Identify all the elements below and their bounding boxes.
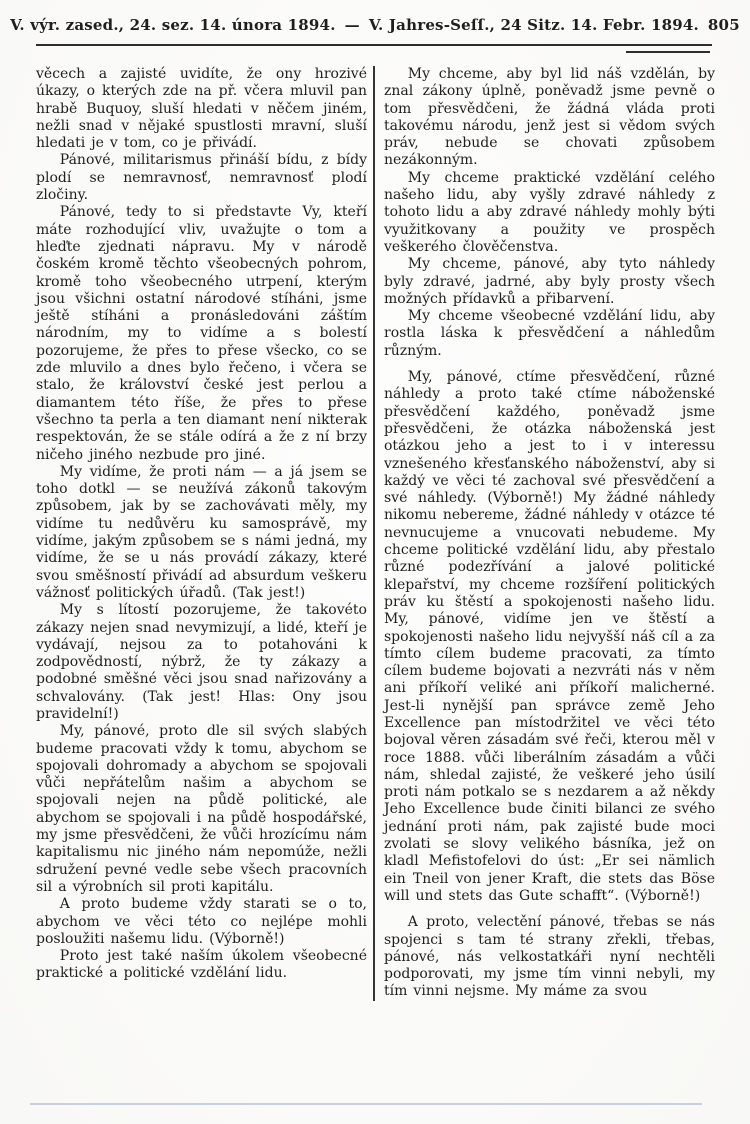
header-rule: [36, 44, 712, 46]
paragraph: My, pánové, proto dle sil svých slabých budeme pracovati vždy k tomu, abychom se spojovali dohromady a abychom se spojovali vůči nepřátelům našim a abychom se spojovali nejen na půdě politické, ale abychom se spojovali i na půdě hospodářské, my jsme přesvědčeni, že vůči hrozícímu nám kapitalismu nic jiného nám nepomúže, nežli sdružení pevné vedle sebe všech pracovních sil a výrobních sil proti kapitálu.: [36, 723, 367, 895]
paragraph: A proto budeme vždy starati se o to, abychom ve věci této co nejlépe mohli posloužiti našemu lidu. (Výborně!): [36, 896, 367, 947]
page-number: 805: [707, 16, 740, 34]
right-column: [384, 66, 715, 1001]
paragraph: My chceme všeobecné vzdělání lidu, aby rostla láska k přesvědčení a náhledům různým.: [384, 308, 715, 359]
paragraph: Pánové, militarismus přináší bídu, z bídy plodí se nemravnosť, nemravnosť plodí zločiny.: [36, 152, 367, 204]
paragraph: My chceme, pánové, aby tyto náhledy byly zdravé, jadrné, aby byly prosty všech možných přídavků a přibarvení.: [384, 256, 715, 307]
header-german-session: V. Jahres-Seſſ., 24 Sitz. 14. Febr. 1894.: [368, 16, 699, 34]
paragraph: Pánové, tedy to si představte Vy, kteří máte rozhodující vliv, uvažujte o tom a hleďte zjednati nápravu. My v národě čoském kromě těchto všeobecných pohrom, kromě toho všeobecného utrpení, kterým jsou všichni ostatní národové stíháni, jsme ještě stíháni a pronásledováni záštím národním, my to vidíme a s bolestí pozorujeme, že přes to přese všecko, co se zde mluvilo a dnes bylo řečeno, i včera se stalo, že království české jest perlou a diamantem této říše, že přes to přese všechno ta perla a ten diamant není nikterak respektován, že se stále odírá a že z ní brzy ničeho jiného nezbude pro jiné.: [36, 204, 367, 463]
paragraph: věcech a zajisté uvidíte, že ony hrozivé úkazy, o kterých zde na př. včera mluvil pan hrabě Buquoy, sluší hledati v něčem jiném, nežli snad v nějaké spustlosti mravní, sluší hledati je v tom, co je přivádí.: [36, 66, 367, 152]
bottom-scan-artifact-line: [30, 1103, 702, 1105]
text-columns: [36, 66, 715, 1001]
paragraph: Proto jest také naším úkolem všeobecné praktické a politické vzdělání lidu.: [36, 948, 367, 982]
paragraph: My, pánové, ctíme přesvědčení, různé náhledy a proto také ctíme náboženské přesvědčení každého, poněvadž jsme přesvědčeni, že otázka náboženská jest otázkou jeho a jest to i v interessu vznešeného křesťanského náboženství, aby si každý ve věci té zachoval své přesvědčení a své náhledy. (Výborně!) My žádné náhledy nikomu nebereme, žádné náhledy v otázce té nevnucujeme a vnucovati nebudeme. My chceme politické vzdělání lidu, aby přestalo různé podezřívání a jalové politické klepařství, my chceme rozšíření politických práv ku štěstí a spokojenosti našeho lidu. My, pánové, vidíme jen ve štěstí a spokojenosti našeho lidu nejvyšší náš cíl a za tímto cílem budeme pracovati, za tímto cílem budeme bojovati a nezvráti nás v něm ani příkoří veliké ani příkoří malicherné. Jest-li nynější pan správce země Jeho Excellence pan místodržitel ve věci této bojoval věren zásadám své řeči, kterou měl v roce 1888. vůči liberálním zásadám a vůči nám, shledal zajisté, že veškeré jeho úsilí proti nám potkalo se s nezdarem a až někdy Jeho Excellence bude činiti bilanci ze svého jednání proti nám, pak zajisté bude moci zvolati se slovy velikého básníka, jež on kladl Mefistofelovi do úst: „Er sei nämlich ein Tneil von jener Kraft, die stets das Böse will und stets das Gute schafft“. (Výborně!): [384, 369, 715, 904]
paragraph: My chceme praktické vzdělání celého našeho lidu, aby vyšly zdravé náhledy z tohoto lidu a aby zdravé náhledy mohly býti využitkovany a použity ve prospěch veškerého člověčenstva.: [384, 169, 715, 255]
paragraph: My chceme, aby byl lid náš vzdělán, by znal zákony úplně, poněvadž jsme pevně o tom přesvědčeni, že žádná vláda proti takovému národu, jenž jest si vědom svých práv, nebude se chovati způsobem nezákonným.: [384, 66, 715, 169]
paragraph: My vidíme, že proti nám — a já jsem se toho dotkl — se neužívá zákonů takovým způsobem, jak by se zachovávati měly, my vidíme tu nedůvěru ku samosprávě, my vidíme, jakým způsobem se s námi jedná, my vidíme, že se u nás provádí zákazy, které svou směšností přivádí ad absurdum veškeru vážnosť politických úřadů. (Tak jest!): [36, 463, 367, 601]
page-number-underline: [626, 51, 710, 53]
column-divider-rule: [373, 66, 375, 1001]
left-column: [36, 66, 367, 1001]
paragraph: A proto, velectění pánové, třebas se nás spojenci s tam té strany zřekli, třebas, pánové, nás velkostatkáři nyní nechtěli podporovati, my jsme tím vinni nebyli, my tím vinni nejsme. My máme za svou: [384, 914, 715, 1000]
header-czech-session: V. výr. zased., 24. sez. 14. února 1894.: [10, 16, 336, 34]
page-header: [10, 16, 740, 34]
header-separator-dash: —: [344, 16, 360, 34]
paragraph: My s lítostí pozorujeme, že takovéto zákazy nejen snad nevymizují, a lidé, kteří je vydávají, nejsou za to potahováni k zodpovědností, nýbrž, že ty zákazy a podobné směšné věci jsou snad nařizovány a schvalovány. (Tak jest! Hlas: Ony jsou pravidelní!): [36, 602, 367, 722]
